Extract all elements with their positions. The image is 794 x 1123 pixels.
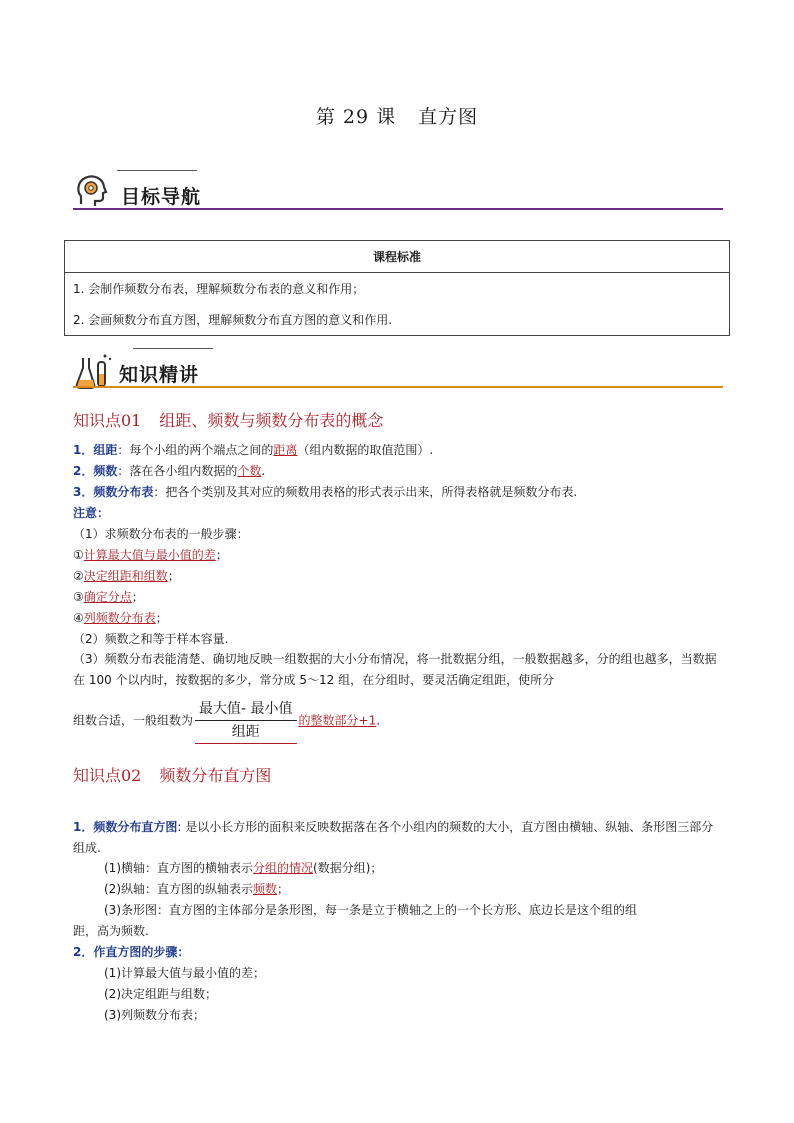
step-line: ④列频数分布表；	[73, 611, 168, 625]
course-standards-table	[64, 240, 730, 336]
step-line: (3)列频数分布表；	[104, 1008, 205, 1022]
definition-paragraph: 1．频数分布直方图: 是以小长方形的面积来反映数据落在各个小组内的频数的大小，直方图由横轴、纵轴、条形图三部分组成.	[73, 820, 714, 855]
bar-description-line: 距，高为频数.	[73, 924, 149, 938]
page-title: 第 29 课 直方图	[315, 106, 479, 128]
step-line: ②决定组距和组数；	[73, 569, 180, 583]
section-header-goals	[73, 170, 723, 210]
steps-heading: 2．作直方图的步骤：	[73, 945, 190, 959]
note-paragraph: （3）频数分布表能清楚、确切地反映一组数据的大小分布情况，将一批数据分组，一般数据越多，分的组也越多，当数据在 100 个以内时，按数据的多少，常分成 5～12 组，在分组时，要灵活确定组距，使所分	[73, 652, 717, 687]
step-line: ①计算最大值与最小值的差；	[73, 548, 228, 562]
axis-line: (2)纵轴：直方图的纵轴表示频数；	[104, 882, 290, 896]
table-header: 课程标准	[65, 241, 730, 273]
flask-icon	[75, 352, 113, 390]
head-gear-icon	[75, 174, 109, 210]
section-label: 目标导航	[121, 186, 202, 208]
table-row: 1. 会制作频数分布表，理解频数分布表的意义和作用；	[65, 273, 730, 305]
bar-description-line: (3)条形图：直方图的主体部分是条形图，每一条是立于横轴之上的一个长方形、底边长是这个组的组	[104, 903, 638, 917]
axis-line: (1)横轴：直方图的横轴表示分组的情况(数据分组)；	[104, 861, 383, 875]
step-line: (1)计算最大值与最小值的差；	[104, 966, 265, 980]
note-line: （1）求频数分布表的一般步骤：	[73, 527, 249, 541]
knowledge-point-heading: 知识点02 频数分布直方图	[73, 766, 272, 785]
table-row: 2. 会画频数分布直方图，理解频数分布直方图的意义和作用.	[65, 304, 730, 336]
definition-line: 3．频数分布表：把各个类别及其对应的频数用表格的形式表示出来，所得表格就是频数分布表.	[73, 485, 578, 499]
section-header-knowledge	[73, 348, 723, 388]
definition-line: 1．组距：每个小组的两个端点之间的距离（组内数据的取值范围）.	[73, 443, 434, 457]
section-label: 知识精讲	[119, 364, 200, 386]
definition-line: 2．频数：落在各小组内数据的个数.	[73, 464, 266, 478]
step-line: ③确定分点；	[73, 590, 144, 604]
note-line: （2）频数之和等于样本容量.	[73, 632, 229, 646]
knowledge-point-heading: 知识点01 组距、频数与频数分布表的概念	[73, 411, 384, 430]
formula-line: 组数合适，一般组数为 $\frac{\text{最大值- 最小值}}{\text{组距}}$ 的整数部分+1.	[73, 698, 380, 744]
group-count-fraction: $\frac{\text{最大值- 最小值}}{\text{组距}}$	[195, 698, 297, 744]
step-line: (2)决定组距与组数；	[104, 987, 217, 1001]
note-label: 注意：	[73, 506, 110, 520]
